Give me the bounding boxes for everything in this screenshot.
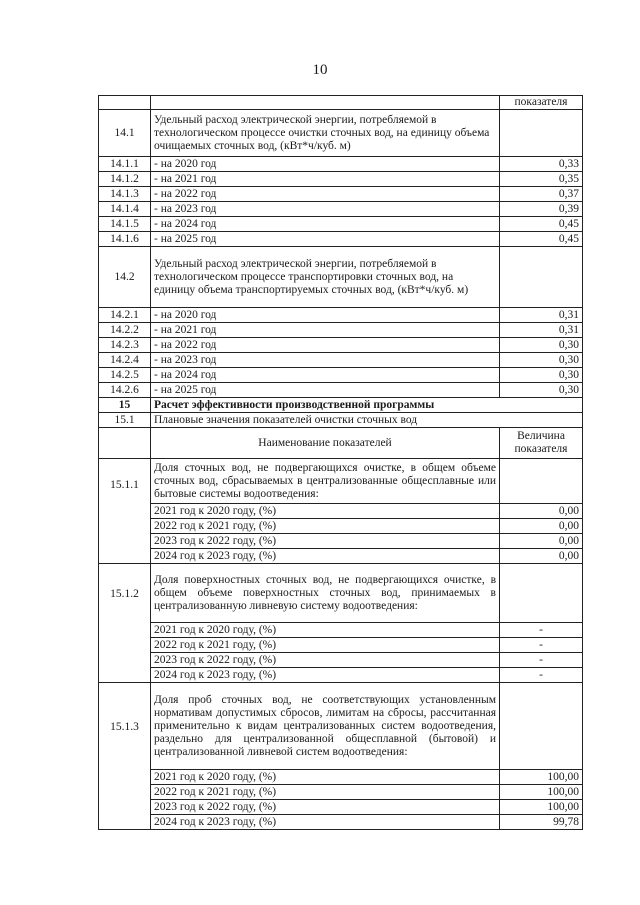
column-header-value-continued: показателя: [500, 96, 583, 110]
column-header-name: Наименование показателей: [151, 428, 500, 459]
table-row: 14.2.2 - на 2021 год 0,31: [99, 323, 583, 338]
section-row-15-1-1: [99, 459, 583, 504]
table-row: 14.2.1 - на 2020 год 0,31: [99, 308, 583, 323]
table-row: 14.1.4 - на 2023 год 0,39: [99, 202, 583, 217]
section-row-15-1: [99, 413, 583, 428]
table-row: 14.1.5 - на 2024 год 0,45: [99, 217, 583, 232]
section-row-14-1: [99, 110, 583, 157]
table-row: 14.1.3 - на 2022 год 0,37: [99, 187, 583, 202]
column-header-value: Величина показателя: [500, 428, 583, 459]
table-row: 2021 год к 2020 году, (%) 100,00: [99, 770, 583, 785]
table-row: 14.2.5 - на 2024 год 0,30: [99, 368, 583, 383]
table-row: 2023 год к 2022 году, (%) 0,00: [99, 534, 583, 549]
indicators-table: [98, 95, 583, 830]
table-row: 2022 год к 2021 году, (%) -: [99, 638, 583, 653]
row-number: 15.1.1: [99, 459, 151, 564]
table-row: [99, 96, 583, 110]
row-number: 15.1.3: [99, 683, 151, 830]
table-row: 14.1.2 - на 2021 год 0,35: [99, 172, 583, 187]
section-row-15: [99, 398, 583, 413]
table-row: 2024 год к 2023 году, (%) 99,78: [99, 815, 583, 830]
row-title: Доля сточных вод, не подвергающихся очистке, в общем объеме сточных вод, сбрасываемых в централизованные общесплавные или бытовые системы водоотведения:: [151, 459, 500, 504]
row-title: Удельный расход электрической энергии, потребляемой в технологическом процессе очистки сточных вод, на единицу объема очищаемых сточных вод, (кВт*ч/куб. м): [151, 110, 500, 157]
table-row: 2024 год к 2023 году, (%) 0,00: [99, 549, 583, 564]
row-number: 15.1: [99, 413, 151, 428]
table-row: 2021 год к 2020 году, (%) 0,00: [99, 504, 583, 519]
table-row: 2024 год к 2023 году, (%) -: [99, 668, 583, 683]
table-row: 14.1.1 - на 2020 год 0,33: [99, 157, 583, 172]
table-row: 2023 год к 2022 году, (%) -: [99, 653, 583, 668]
table-row: 14.2.4 - на 2023 год 0,30: [99, 353, 583, 368]
row-number: 14.2: [99, 247, 151, 308]
row-title: Доля поверхностных сточных вод, не подвергающихся очистке, в общем объеме поверхностных сточных вод, принимаемых в централизованную ливневую систему водоотведения:: [151, 564, 500, 623]
column-header-row: [99, 428, 583, 459]
section-title: Плановые значения показателей очистки сточных вод: [151, 413, 583, 428]
table-row: 14.2.3 - на 2022 год 0,30: [99, 338, 583, 353]
table-row: 14.1.6 - на 2025 год 0,45: [99, 232, 583, 247]
row-title: Доля проб сточных вод, не соответствующих установленным нормативам допустимых сбросов, лимитам на сбросы, рассчитанная применительно к видам централизованных систем водоотведения, раздельно для централизованной общесплавной (бытовой) и централизованной ливневой систем водоотведения:: [151, 683, 500, 770]
table-row: 2023 год к 2022 году, (%) 100,00: [99, 800, 583, 815]
row-title: Удельный расход электрической энергии, потребляемой в технологическом процессе транспортировки сточных вод, на единицу объема транспортируемых сточных вод, (кВт*ч/куб. м): [151, 247, 500, 308]
section-row-14-2: [99, 247, 583, 308]
table-row: 2021 год к 2020 году, (%) -: [99, 623, 583, 638]
page-number: 10: [312, 62, 328, 78]
row-number: 15: [99, 398, 151, 413]
section-row-15-1-3: [99, 683, 583, 770]
section-row-15-1-2: [99, 564, 583, 623]
table-row: 2022 год к 2021 году, (%) 0,00: [99, 519, 583, 534]
table-row: 14.2.6 - на 2025 год 0,30: [99, 383, 583, 398]
row-number: 14.1: [99, 110, 151, 157]
section-title: Расчет эффективности производственной программы: [151, 398, 583, 413]
row-number: 15.1.2: [99, 564, 151, 683]
table-row: 2022 год к 2021 году, (%) 100,00: [99, 785, 583, 800]
